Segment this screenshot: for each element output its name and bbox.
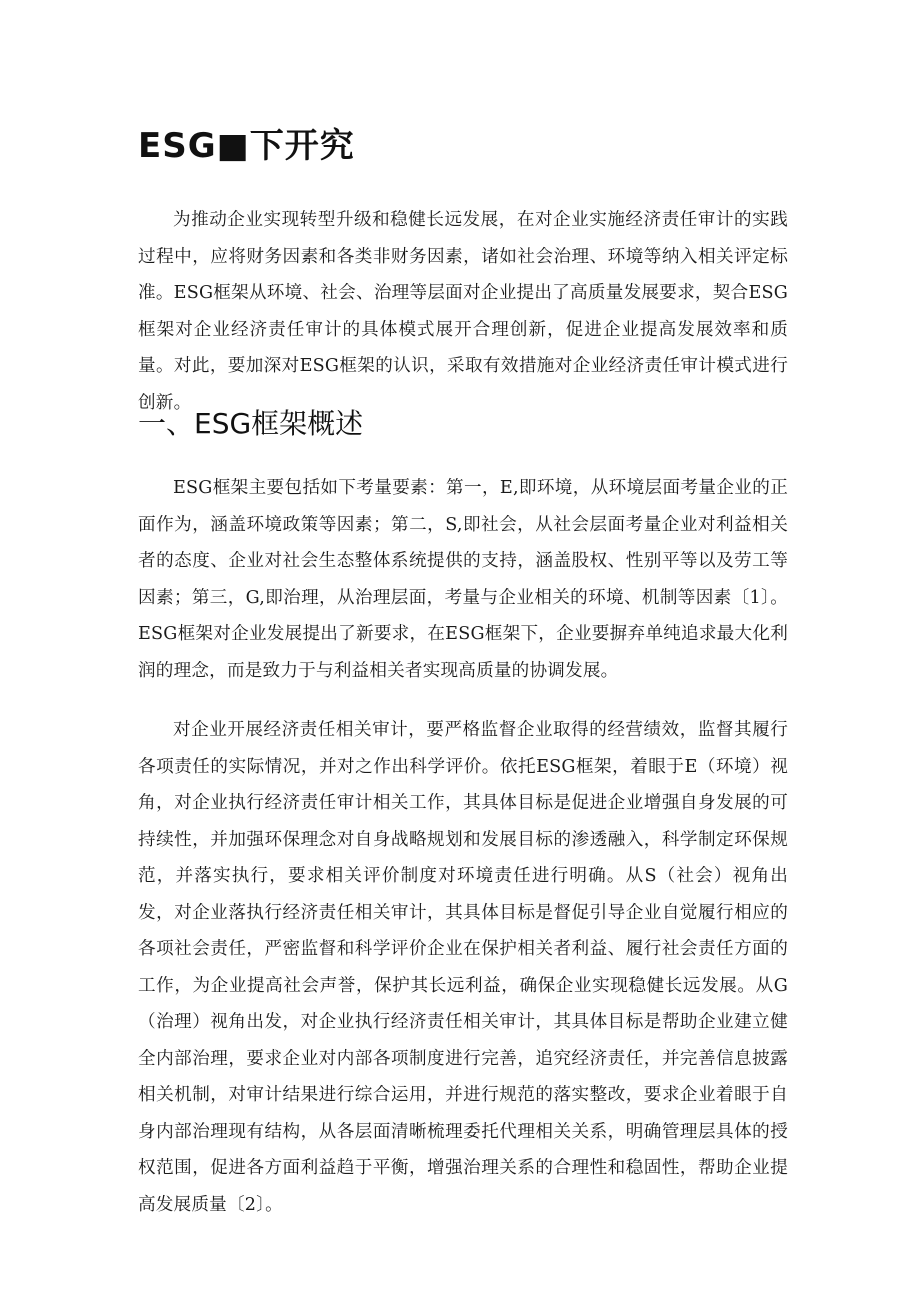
section-paragraph: 对企业开展经济责任相关审计，要严格监督企业取得的经营绩效，监督其履行各项责任的实际情况，并对之作出科学评价。依托ESG框架，着眼于E（环境）视角，对企业执行经济责任审计相关工作，其具体目标是促进企业增强自身发展的可持续性，并加强环保理念对自身战略规划和发展目标的渗透融入，科学制定环保规范，并落实执行，要求相关评价制度对环境责任进行明确。从S（社会）视角出发，对企业落执行经济责任相关审计，其具体目标是督促引导企业自觉履行相应的各项社会责任，严密监督和科学评价企业在保护相关者利益、履行社会责任方面的工作，为企业提高社会声誉，保护其长远利益，确保企业实现稳健长远发展。从G（治理）视角出发，对企业执行经济责任相关审计，其具体目标是帮助企业建立健全内部治理，要求企业对内部各项制度进行完善，追究经济责任，并完善信息披露相关机制，对审计结果进行综合运用，并进行规范的落实整改，要求企业着眼于自身内部治理现有结构，从各层面清晰梳理委托代理相关关系，明确管理层具体的授权范围，促进各方面利益趋于平衡，增强治理关系的合理性和稳固性，帮助企业提高发展质量〔2〕。 — [138, 720, 788, 1215]
intro-paragraph: 为推动企业实现转型升级和稳健长远发展，在对企业实施经济责任审计的实践过程中，应将财务因素和各类非财务因素，诸如社会治理、环境等纳入相关评定标准。ESG框架从环境、社会、治理等层面对企业提出了高质量发展要求，契合ESG框架对企业经济责任审计的具体模式展开合理创新，促进企业提高发展效率和质量。对此，要加深对ESG框架的认识，采取有效措施对企业经济责任审计模式进行创新。 — [138, 210, 788, 413]
section-paragraph: ESG框架主要包括如下考量要素：第一，E,即环境，从环境层面考量企业的正面作为，涵盖环境政策等因素；第二，S,即社会，从社会层面考量企业对利益相关者的态度、企业对社会生态整体系统提供的支持，涵盖股权、性别平等以及劳工等因素；第三，G,即治理，从治理层面，考量与企业相关的环境、机制等因素〔1〕。ESG框架对企业发展提出了新要求，在ESG框架下，企业要摒弃单纯追求最大化利润的理念，而是致力于与利益相关者实现高质量的协调发展。 — [138, 478, 788, 681]
section-heading: 一、ESG框架概述 — [138, 407, 364, 440]
document-title: ESG■下开究 — [138, 126, 355, 166]
